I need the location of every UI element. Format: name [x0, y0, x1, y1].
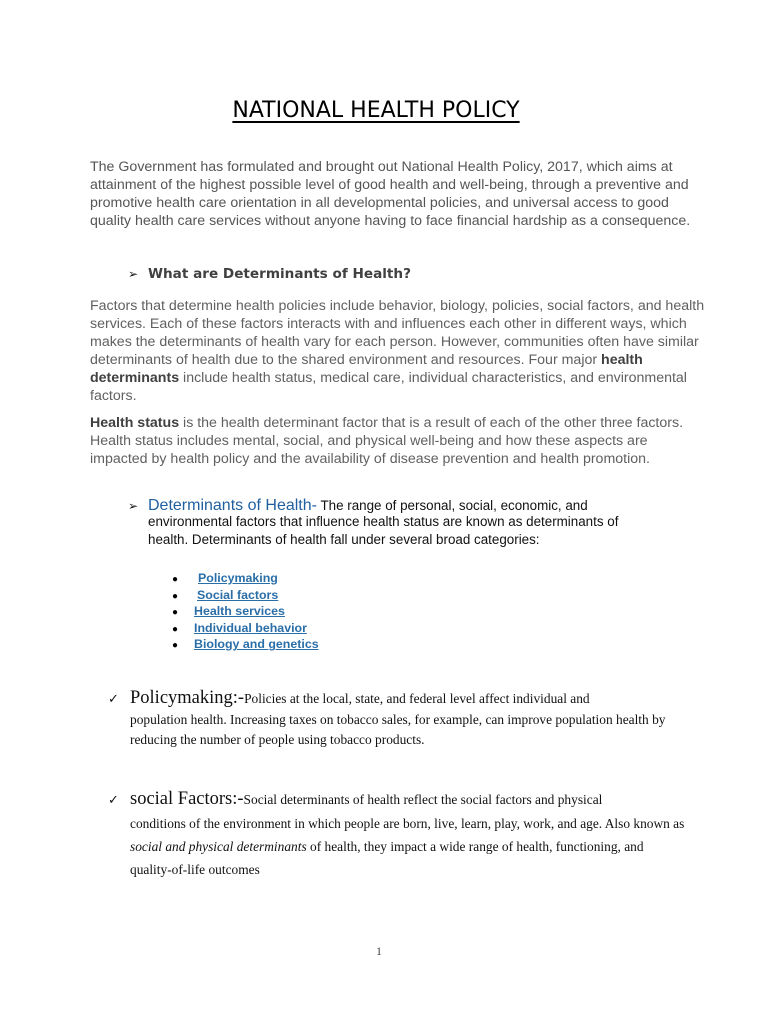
policymaking-heading: Policymaking:- [130, 688, 245, 708]
bullet-icon: ● [172, 607, 179, 619]
social-rest-a: conditions of the environment in which people are born, live, learn, play, work, and age. Also known as [130, 816, 685, 831]
social-rest [130, 812, 688, 881]
social-rest-italic: social and physical determinants [130, 839, 307, 854]
list-item[interactable] [172, 637, 319, 654]
link-health-services[interactable]: Health services [194, 604, 285, 619]
list-item[interactable] [172, 588, 319, 605]
social-heading: social Factors:- [130, 789, 244, 809]
determinants-heading: Determinants of Health- [148, 497, 317, 514]
link-individual-behavior[interactable]: Individual behavior [194, 620, 307, 635]
policymaking-section [108, 688, 688, 750]
checkmark-icon: ✓ [108, 692, 119, 707]
bullet-icon: ● [172, 640, 179, 652]
factors-text-a: Factors that determine health policies include behavior, biology, policies, social factors, and health services. Each of these factors interacts with and influences each other in different ways, which makes the determinants of health vary for each person. However, communities often have similar determinants of health due to the shared environment and resources. Four major [90, 298, 705, 368]
determinants-list [172, 571, 319, 654]
page-number: 1 [376, 944, 382, 958]
policymaking-first: Policies at the local, state, and federal level affect individual and [244, 691, 590, 706]
bullet-icon: ● [172, 623, 179, 635]
link-policymaking[interactable]: Policymaking [198, 571, 278, 585]
factors-text-b: include health status, medical care, individual characteristics, and environmental factors. [90, 370, 687, 404]
arrow-bullet-icon: ➢ [128, 267, 139, 281]
health-status-bold: Health status [90, 415, 180, 431]
factors-paragraph [90, 297, 705, 405]
determinants-block [128, 497, 648, 549]
section-heading-text: What are Determinants of Health? [148, 266, 411, 282]
social-factors-section [108, 788, 688, 881]
link-social-factors[interactable]: Social factors [197, 587, 279, 602]
intro-paragraph: The Government has formulated and brought out National Health Policy, 2017, which aims at attainment of the highest possible level of good health and well-being, through a preventive and promotive health care orientation in all developmental policies, and universal access to good quality health care services without anyone having to face financial hardship as a consequence. [90, 159, 691, 229]
checkmark-icon: ✓ [108, 793, 119, 808]
social-rest-b: of health, they impact a wide range of health, functioning, and quality-of-life outcomes [130, 839, 644, 877]
list-item[interactable] [172, 621, 319, 638]
social-first: Social determinants of health reflect the social factors and physical [243, 792, 603, 807]
list-item[interactable] [172, 571, 319, 588]
bullet-icon: ● [172, 574, 179, 585]
list-item[interactable] [172, 604, 319, 621]
policymaking-rest: population health. Increasing taxes on tobacco sales, for example, can improve population health by reducing the number of people using tobacco products. [130, 712, 666, 747]
page-title: NATIONAL HEALTH POLICY [232, 98, 520, 123]
arrow-bullet-icon: ➢ [128, 499, 139, 513]
determinants-text-first: The range of personal, social, economic, and [316, 498, 588, 513]
health-status-text: is the health determinant factor that is a result of each of the other three factors. Health status includes mental, social, and physical well-being and how these aspects are impacted by health policy and the availability of disease prevention and health promotion. [90, 415, 684, 467]
health-status-paragraph [90, 414, 705, 468]
bullet-icon: ● [172, 590, 179, 602]
link-biology-genetics[interactable]: Biology and genetics [194, 637, 319, 652]
factors-bold: health determinants [90, 352, 643, 386]
section-heading-determinants [128, 266, 411, 282]
determinants-text-rest: environmental factors that influence health status are known as determinants of health. Determinants of health fall under several broad categories: [148, 514, 619, 547]
